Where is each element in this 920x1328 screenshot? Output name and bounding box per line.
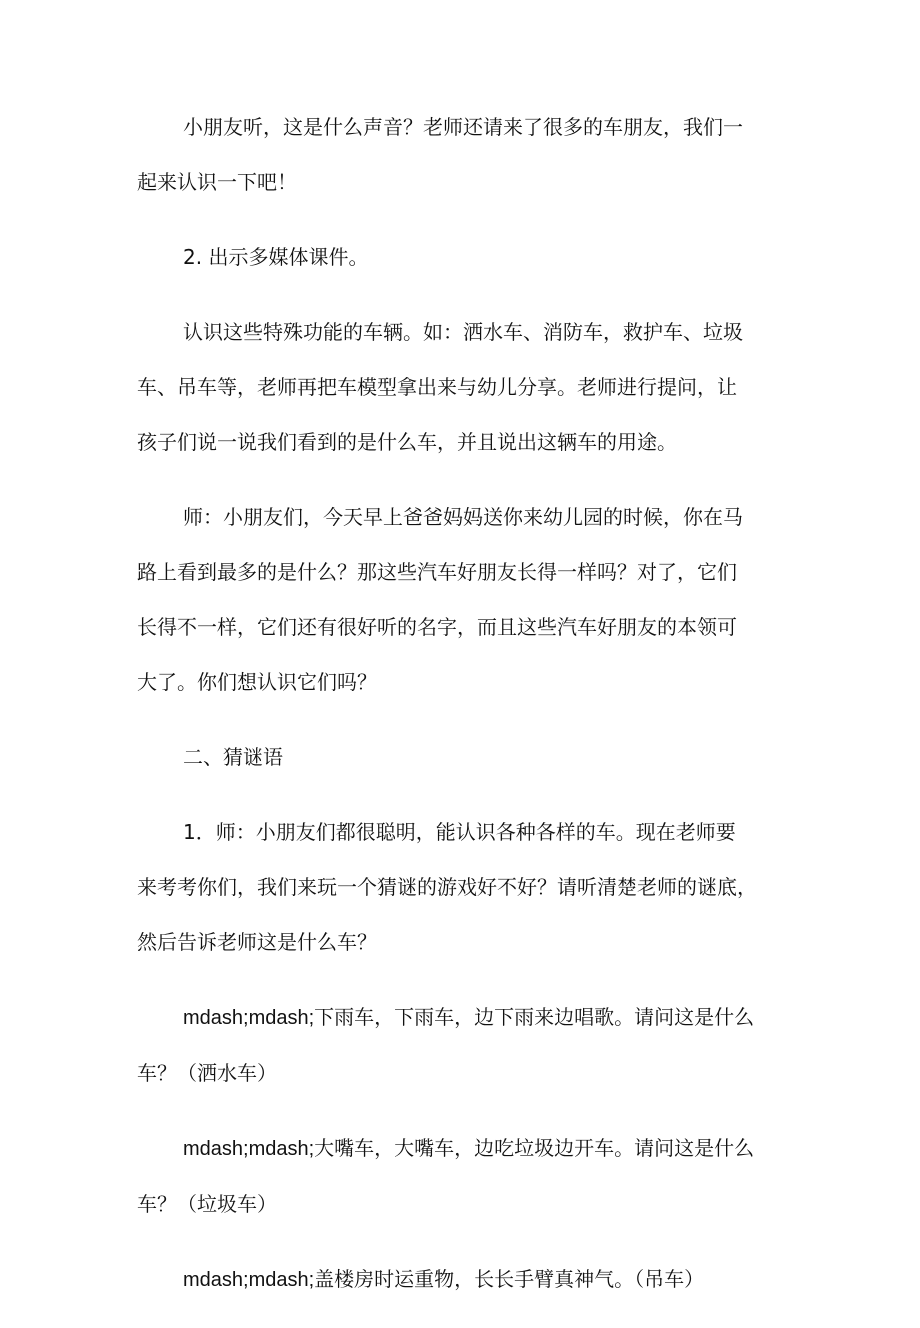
text-line: 然后告诉老师这是什么车？ [137,930,377,954]
paragraph-step-2 [137,230,787,285]
text-line: 车、吊车等，老师再把车模型拿出来与幼儿分享。老师进行提问，让 [137,375,737,399]
riddle-prefix: mdash;mdash; [183,1007,315,1029]
paragraph-intro [137,100,787,210]
text-line: 认识这些特殊功能的车辆。如：洒水车、消防车，救护车、垃圾 [183,320,743,344]
riddle-text: 盖楼房时运重物，长长手臂真神气。（吊车） [314,1267,705,1291]
text-line: 长得不一样，它们还有很好听的名字，而且这些汽车好朋友的本领可 [137,615,737,639]
text-line: 来考考你们，我们来玩一个猜谜的游戏好不好？请听清楚老师的谜底， [137,875,757,899]
text-line [137,990,787,1046]
text-line: 1．师：小朋友们都很聪明，能认识各种各样的车。现在老师要 [183,820,736,844]
text-line: 师：小朋友们，今天早上爸爸妈妈送你来幼儿园的时候，你在马 [183,505,743,529]
paragraph-vehicles [137,305,787,470]
riddle-garbage-truck [137,1121,787,1232]
riddle-crane [137,1252,787,1308]
section-heading-riddles [137,730,787,785]
riddle-prefix: mdash;mdash; [183,1138,315,1160]
document-body [137,100,787,1328]
text-line [137,1252,787,1308]
text-line: 2. 出示多媒体课件。 [183,245,369,269]
text-line: 大了。你们想认识它们吗？ [137,670,377,694]
text-line: 路上看到最多的是什么？那这些汽车好朋友长得一样吗？对了，它们 [137,560,737,584]
text-line: 小朋友听，这是什么声音？老师还请来了很多的车朋友，我们一 [183,115,743,139]
paragraph-teacher-question [137,490,787,710]
text-line: 二、猜谜语 [183,745,283,769]
riddle-text: 大嘴车，大嘴车，边吃垃圾边开车。请问这是什么 [314,1136,755,1160]
riddle-text: 下雨车，下雨车，边下雨来边唱歌。请问这是什么 [314,1005,755,1029]
text-line: 起来认识一下吧！ [137,170,297,194]
text-line: 车？（洒水车） [137,1061,277,1085]
text-line: 孩子们说一说我们看到的是什么车，并且说出这辆车的用途。 [137,430,677,454]
riddle-sprinkler [137,990,787,1101]
text-line [137,1121,787,1177]
text-line: 车？（垃圾车） [137,1192,277,1216]
riddle-prefix: mdash;mdash; [183,1269,315,1291]
paragraph-riddle-intro [137,805,787,970]
